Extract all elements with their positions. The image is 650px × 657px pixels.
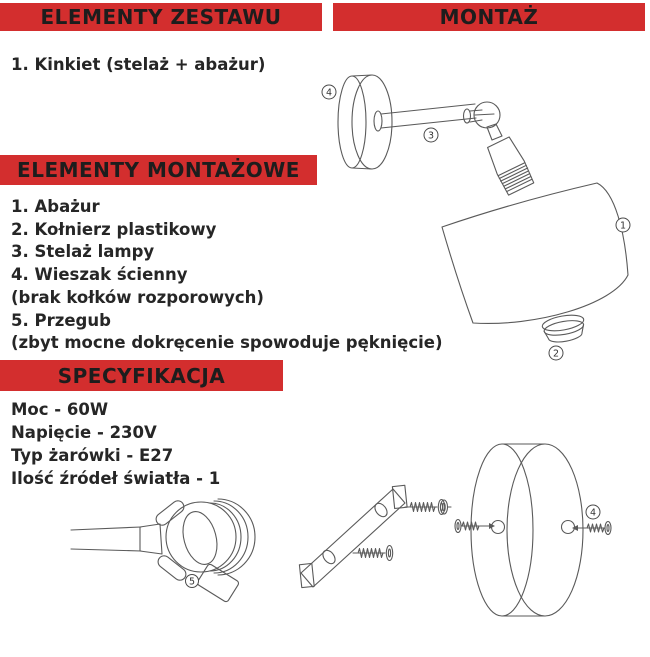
screw-head-icon: [441, 500, 452, 514]
list-item: 5. Przegub: [11, 310, 111, 330]
screw-icon: [353, 546, 393, 561]
callout-kolnierz: [549, 346, 563, 360]
svg-text:4: 4: [589, 507, 597, 519]
section-title: ELEMENTY ZESTAWU: [40, 5, 282, 29]
list-item: 1. Kinkiet (stelaż + abażur): [11, 55, 266, 74]
assembly-diagram: [315, 62, 650, 362]
list-item: 2. Kołnierz plastikowy: [11, 219, 217, 239]
callout-wieszak: [322, 85, 336, 99]
list-item: 1. Abażur: [11, 197, 100, 216]
list-item: (brak kołków rozporowych): [11, 287, 264, 307]
svg-text:5: 5: [188, 576, 196, 588]
section-title: MONTAŻ: [439, 5, 539, 29]
callout-wieszak-bottom: [586, 505, 600, 519]
spec-items-list: [11, 398, 220, 490]
list-item: Moc - 60W: [11, 400, 109, 419]
canopy-diagram: [435, 435, 650, 635]
kit-items-list: [11, 53, 265, 76]
section-title: SPECYFIKACJA: [57, 363, 226, 388]
list-item: Ilość źródeł światła - 1: [11, 469, 221, 488]
callout-stelaz: [424, 128, 438, 142]
svg-text:2: 2: [552, 348, 560, 360]
lamp-holder-diagram: [50, 495, 300, 620]
svg-text:1: 1: [619, 220, 627, 232]
screw-icon: [572, 522, 611, 535]
list-item: (zbyt mocne dokręcenie spowoduje pęknięcie): [11, 333, 443, 353]
list-item: 3. Stelaż lampy: [11, 242, 155, 262]
header-specyfikacja: [0, 360, 283, 391]
header-elementy-zestawu: [0, 3, 322, 31]
list-item: 4. Wieszak ścienny: [11, 265, 188, 285]
header-montaz: [333, 3, 645, 31]
callout-przegub: [186, 575, 199, 588]
list-item: Napięcie - 230V: [11, 423, 157, 442]
section-title: ELEMENTY MONTAŻOWE: [17, 158, 300, 182]
svg-text:4: 4: [325, 87, 333, 99]
list-item: Typ żarówki - E27: [11, 446, 174, 465]
header-elementy-montazowe: [0, 155, 317, 185]
svg-text:3: 3: [427, 130, 435, 142]
callout-abazur: [616, 218, 630, 232]
screw-icon: [455, 520, 495, 533]
